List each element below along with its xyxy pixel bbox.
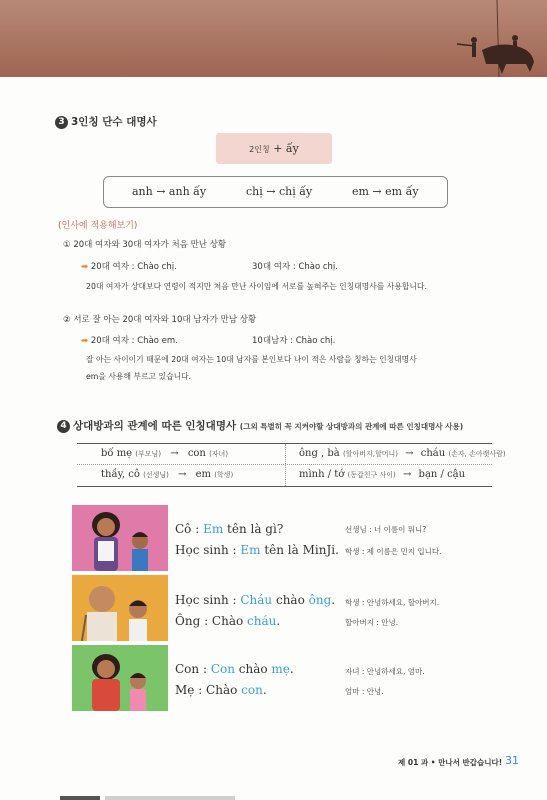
- header-banner: [0, 0, 547, 77]
- apply-item2-line-right: 10대남자 : Chào chị.: [252, 336, 336, 346]
- apply-item1-heading: ① 20대 여자와 30대 여자가 처음 만난 상황: [63, 240, 227, 250]
- dialogue1-line2-kor: 학생 : 제 이름은 민지 입니다.: [345, 547, 442, 556]
- apply-item2-desc-line2: em을 사용해 부르고 있습니다.: [86, 372, 192, 381]
- examples-box: [103, 176, 448, 208]
- example-anh: anh → anh ấy: [132, 185, 207, 198]
- mother-child-illustration: [72, 645, 168, 711]
- dialogue3-line1: Con : Con chào mẹ.: [175, 662, 294, 676]
- section3-number: 3: [55, 116, 68, 129]
- example-chi: chị → chị ấy: [246, 185, 313, 198]
- section4-note: (그외 특별히 꼭 지켜야할 상대방과의 관계에 따른 인칭대명사 사용): [239, 422, 464, 431]
- teacher-student-illustration: [72, 505, 168, 571]
- bottom-bar-light: [105, 796, 235, 800]
- apply-item2-line-left: ➡ 20대 여자 : Chào em.: [81, 336, 178, 346]
- dialogue1-line1: Cô : Em tên là gì?: [175, 522, 284, 536]
- section4-number: 4: [57, 420, 70, 433]
- formula-part2: + ấy: [273, 142, 299, 155]
- dialogue3-line1-kor: 자녀 : 안녕하세요, 엄마.: [345, 667, 425, 676]
- section3-heading: [55, 114, 157, 129]
- dialogue1-line1-kor: 선생님 : 너 이름이 뭐니?: [345, 525, 427, 534]
- dialogue1-line2: Học sinh : Em tên là MinJi.: [175, 543, 339, 557]
- formula-part1: 2인칭: [249, 145, 270, 154]
- student-grandpa-illustration: [72, 575, 168, 641]
- formula-box: [216, 133, 332, 164]
- dialogue2-line2: Ông : Chào cháu.: [175, 614, 281, 628]
- apply-item2-heading: ② 서로 잘 아는 20대 여자와 10대 남자가 만남 상황: [63, 315, 257, 325]
- relation-table: [77, 443, 506, 487]
- apply-item1-desc: 20대 여자가 상대보다 연령이 적지만 처음 만난 사이임에 서로를 높혀주는 인칭대명사를 사용합니다.: [86, 282, 427, 291]
- apply-item1-line-right: 30대 여자 : Chào chị.: [252, 262, 338, 272]
- table-cell-minhto: mình / tớ (동갑친구 사이) → bạn / cậu: [299, 469, 466, 480]
- section4-title: 상대방과의 관계에 따른 인칭대명사: [73, 420, 237, 432]
- dialogue2-line1: Học sinh : Cháu chào ông.: [175, 593, 336, 607]
- dialogue2-line1-kor: 학생 : 안녕하세요, 할아버지.: [345, 598, 440, 607]
- example-em: em → em ấy: [352, 185, 419, 198]
- bottom-bar-dark: [60, 796, 100, 800]
- table-cell-thayco: thầy, cô (선생님) → em (학생): [101, 469, 234, 480]
- page-number: 31: [505, 754, 519, 767]
- table-cell-ongba: ông , bà (할아버지,할머니) → cháu (손자, 손아랫사람): [299, 448, 506, 459]
- farmer-buffalo-silhouette-icon: [427, 0, 547, 77]
- arrow-right-icon: ➡: [81, 336, 89, 346]
- arrow-right-icon: ➡: [81, 262, 89, 272]
- dialogue3-line2-kor: 엄마 : 안녕.: [345, 687, 384, 696]
- apply-title: (인사에 적용해보기): [58, 221, 138, 231]
- dialogue3-line2: Mẹ : Chào con.: [175, 683, 267, 697]
- section3-title: 3인칭 단수 대명사: [71, 116, 157, 128]
- apply-item2-desc-line1: 잘 아는 사이이기 때문에 20대 여자는 10대 남자를 본인보다 나이 적은 사람을 칭하는 인칭대명사: [86, 355, 417, 364]
- table-cell-bome: bố mẹ (부모님) → con (자녀): [101, 448, 229, 459]
- section4-heading: [57, 418, 463, 433]
- apply-item1-line-left: ➡ 20대 여자 : Chào chị.: [81, 262, 177, 272]
- lesson-footer: 제 01 과 • 만나서 반갑습니다!: [398, 758, 503, 767]
- dialogue2-line2-kor: 할아버지 : 안녕.: [345, 618, 399, 627]
